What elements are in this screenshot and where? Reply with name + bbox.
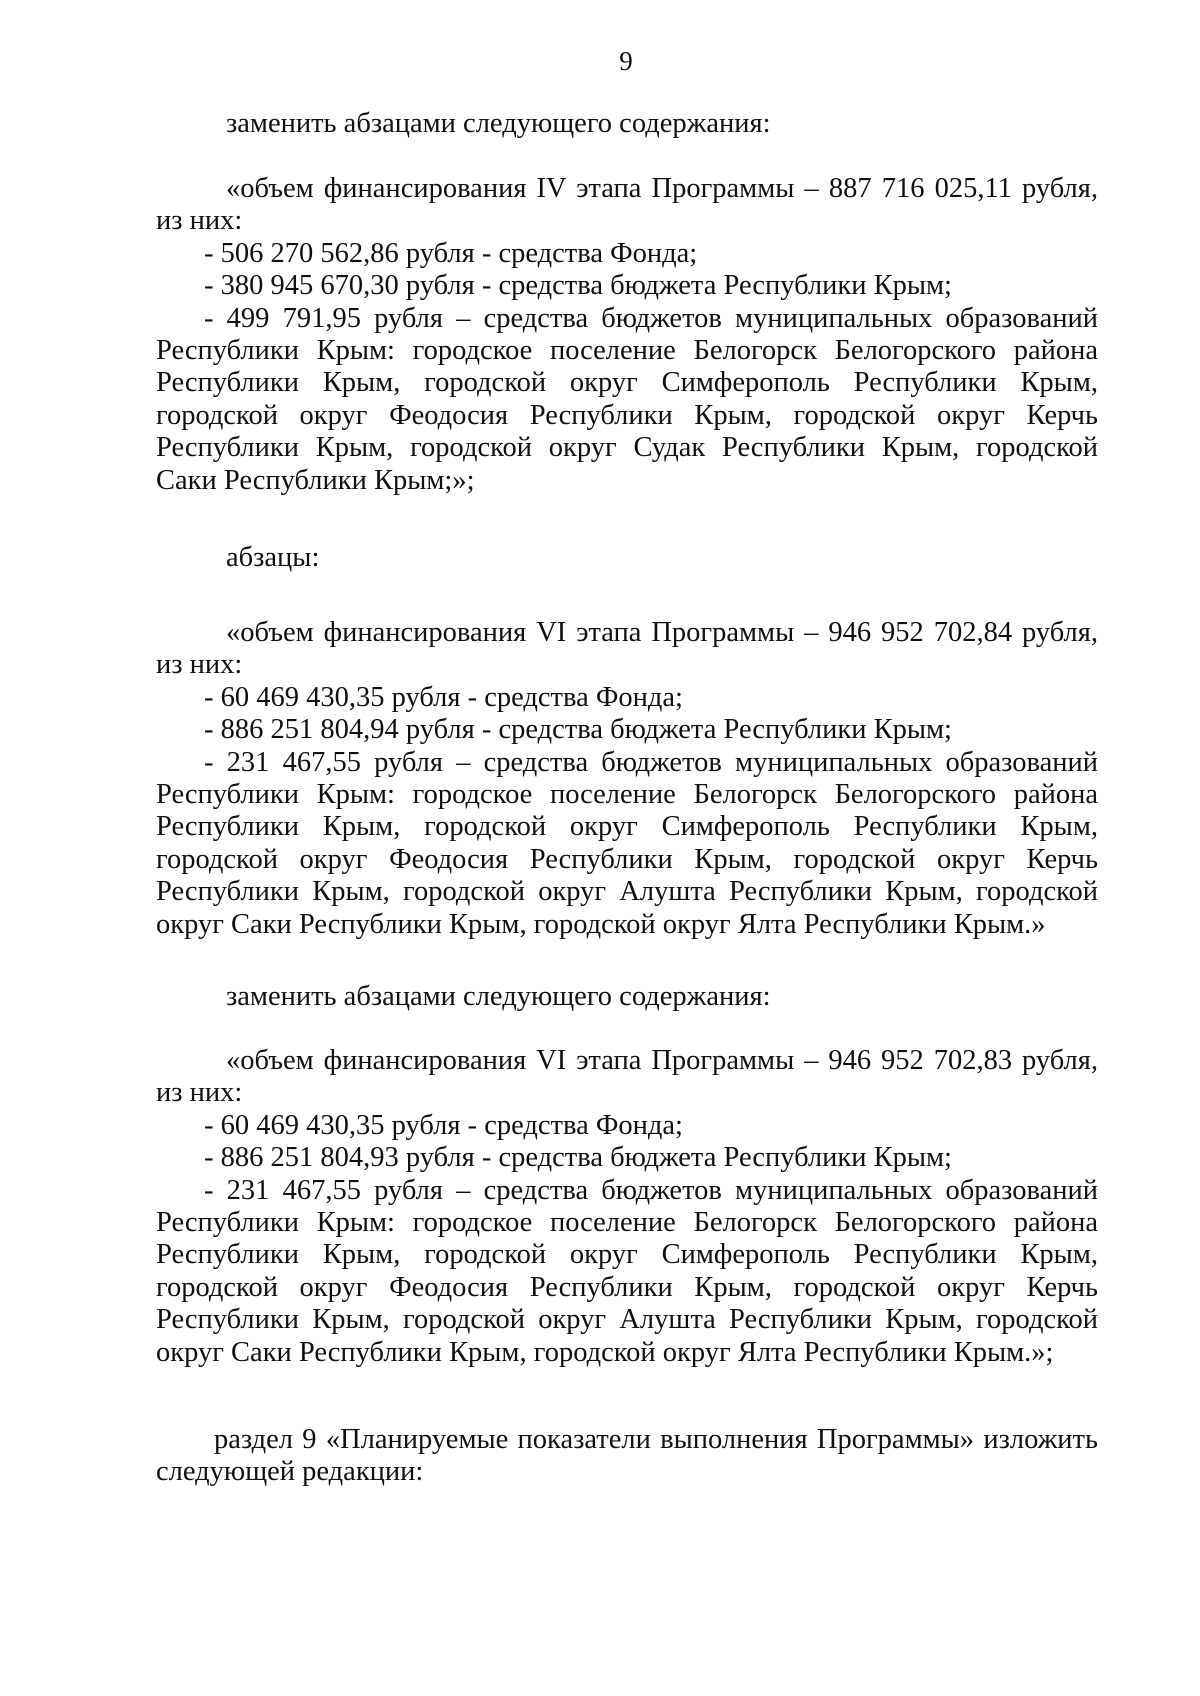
paragraph-replace-intro-2 bbox=[156, 981, 1098, 1013]
page-number: 9 bbox=[619, 46, 633, 76]
text-line: Республики Крым, городской округ Судак Республики Крым, городской bbox=[156, 432, 1098, 464]
text-line: из них: bbox=[156, 1077, 243, 1109]
text-line: заменить абзацами следующего содержания: bbox=[226, 981, 771, 1012]
text-line: округ Саки Республики Крым, городской округ Ялта Республики Крым.» bbox=[156, 908, 1046, 940]
text-line: следующей редакции: bbox=[156, 1456, 424, 1488]
text-line: «объем финансирования VI этапа Программы – 946 952 702,84 рубля, bbox=[226, 617, 1098, 648]
text-line: - 499 791,95 рубля – средства бюджетов муниципальных образований bbox=[204, 302, 1098, 334]
text-line: Республики Крым: городское поселение Белогорск Белогорского района bbox=[156, 334, 1098, 366]
text-line: Республики Крым, городской округ Алушта Республики Крым, городской bbox=[156, 876, 1098, 908]
text-line: городской округ Феодосия Республики Крым, городской округ Керчь bbox=[156, 399, 1098, 431]
text-line: городской округ Феодосия Республики Крым, городской округ Керчь bbox=[156, 843, 1098, 875]
text-line: - 231 467,55 рубля – средства бюджетов муниципальных образований bbox=[204, 746, 1098, 778]
paragraph-replace-intro-1 bbox=[156, 108, 1098, 140]
text-line: - 380 945 670,30 рубля - средства бюджета Республики Крым; bbox=[204, 270, 952, 302]
text-line: Саки Республики Крым;»; bbox=[156, 464, 475, 496]
text-line: Республики Крым, городской округ Симферополь Республики Крым, bbox=[156, 367, 1098, 399]
text-line: - 60 469 430,35 рубля - средства Фонда; bbox=[204, 1109, 683, 1141]
text-line: «объем финансирования IV этапа Программы – 887 716 025,11 рубля, bbox=[226, 173, 1098, 204]
text-line: из них: bbox=[156, 649, 243, 681]
text-line: - 231 467,55 рубля – средства бюджетов муниципальных образований bbox=[204, 1174, 1098, 1206]
paragraph-abzacy bbox=[156, 542, 1098, 574]
text-line: абзацы: bbox=[226, 542, 320, 573]
text-line: заменить абзацами следующего содержания: bbox=[226, 108, 771, 139]
text-line: «объем финансирования VI этапа Программы – 946 952 702,83 рубля, bbox=[226, 1045, 1098, 1076]
text-line: Республики Крым, городской округ Алушта Республики Крым, городской bbox=[156, 1304, 1098, 1336]
text-line: - 886 251 804,93 рубля - средства бюджета Республики Крым; bbox=[204, 1142, 952, 1174]
text-line: раздел 9 «Планируемые показатели выполнения Программы» изложить bbox=[214, 1424, 1098, 1455]
text-line: городской округ Феодосия Республики Крым, городской округ Керчь bbox=[156, 1271, 1098, 1303]
paragraph-stage-vi-old bbox=[156, 617, 1098, 941]
paragraph-stage-vi-new bbox=[156, 1045, 1098, 1369]
text-line: - 886 251 804,94 рубля - средства бюджета Республики Крым; bbox=[204, 714, 952, 746]
text-line: Республики Крым: городское поселение Белогорск Белогорского района bbox=[156, 778, 1098, 810]
paragraph-section-9 bbox=[156, 1424, 1098, 1489]
text-line: из них: bbox=[156, 205, 243, 237]
text-line: округ Саки Республики Крым, городской округ Ялта Республики Крым.»; bbox=[156, 1336, 1054, 1368]
paragraph-stage-iv-new bbox=[156, 173, 1098, 497]
text-line: - 60 469 430,35 рубля - средства Фонда; bbox=[204, 681, 683, 713]
text-line: Республики Крым: городское поселение Белогорск Белогорского района bbox=[156, 1206, 1098, 1238]
text-line: Республики Крым, городской округ Симферополь Республики Крым, bbox=[156, 1239, 1098, 1271]
text-line: - 506 270 562,86 рубля - средства Фонда; bbox=[204, 237, 698, 269]
text-line: Республики Крым, городской округ Симферополь Республики Крым, bbox=[156, 811, 1098, 843]
